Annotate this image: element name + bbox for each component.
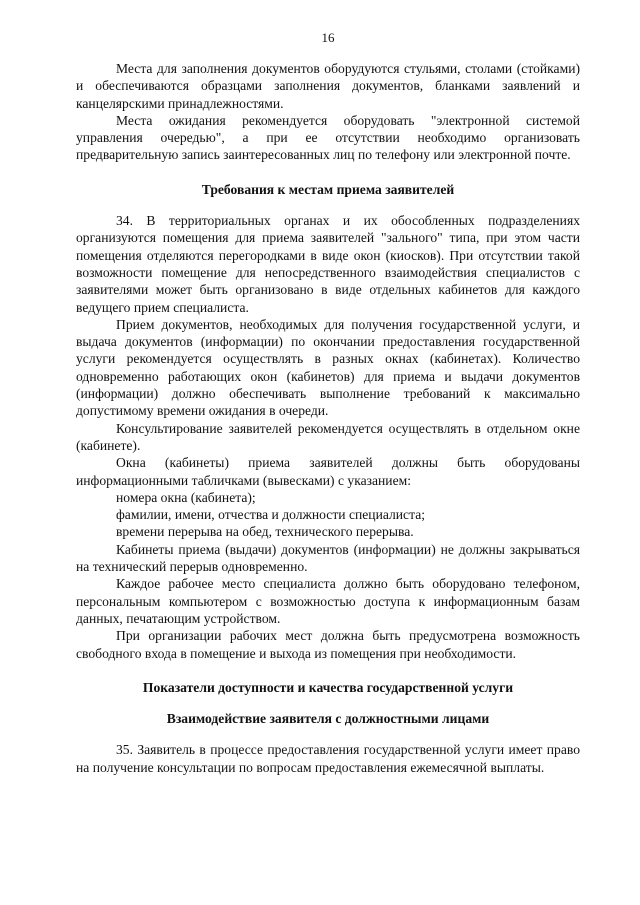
list-item-specialist-name: фамилии, имени, отчества и должности специалиста;: [116, 507, 426, 523]
paragraph-34: 34. В территориальных органах и их обособленных подразделениях организуются помещения для приема заявителей "зального" типа, при этом части помещения отделяются перегородками в виде окон (киосков). При отсутствии такой возможности помещение для непосредственного взаимодействия специалистов с заявителями может быть организовано в виде отдельных кабинетов для каждого ведущего прием специалиста.: [76, 213, 580, 315]
list-item-break-time: времени перерыва на обед, технического перерыва.: [116, 524, 414, 540]
paragraph-35: 35. Заявитель в процессе предоставления государственной услуги имеет право на получение консультации по вопросам предоставления ежемесячной выплаты.: [76, 742, 580, 775]
paragraph-window-signs: Окна (кабинеты) приема заявителей должны быть оборудованы информационными табличками (вывесками) с указанием:: [76, 455, 580, 488]
paragraph-free-access: При организации рабочих мест должна быть предусмотрена возможность свободного входа в помещение и выхода из помещения при необходимости.: [76, 628, 580, 661]
paragraph-workplace-equipment: Каждое рабочее место специалиста должно быть оборудовано телефоном, персональным компьютером с возможностью доступа к информационным базам данных, печатающим устройством.: [76, 576, 580, 626]
paragraph-break-rule: Кабинеты приема (выдачи) документов (информации) не должны закрываться на технический перерыв одновременно.: [76, 541, 580, 575]
section-heading-reception-requirements: Требования к местам приема заявителей: [201, 181, 455, 197]
page-number: 16: [321, 30, 335, 45]
paragraph-consulting: Консультирование заявителей рекомендуется осуществлять в отдельном окне (кабинете).: [76, 420, 580, 453]
list-item-window-number: номера окна (кабинета);: [116, 489, 256, 505]
document-page: [76, 30, 580, 776]
paragraph-waiting-places: Места ожидания рекомендуется оборудовать "электронной системой управления очередью", а при ее отсутствии необходимо организовать предварительную запись заинтересованных лиц по телефону или электронной почте.: [76, 112, 580, 163]
paragraph-forms-places: Места для заполнения документов оборудуются стульями, столами (стойками) и обеспечиваются образцами заполнения документов, бланками заявлений и канцелярскими принадлежностями.: [76, 61, 580, 111]
section-heading-interaction: Взаимодействие заявителя с должностными лицами: [166, 711, 490, 727]
paragraph-document-intake: Прием документов, необходимых для получения государственной услуги, и выдача документов (информации) по окончании предоставления государственной услуги рекомендуется осуществлять в разных окнах (кабинетах). Количество одновременно работающих окон (кабинетов) для приема и выдачи документов (информации) должно обеспечивать выполнение требований к максимально допустимому времени ожидания в очереди.: [76, 316, 580, 419]
section-heading-accessibility: Показатели доступности и качества государственной услуги: [142, 679, 514, 695]
